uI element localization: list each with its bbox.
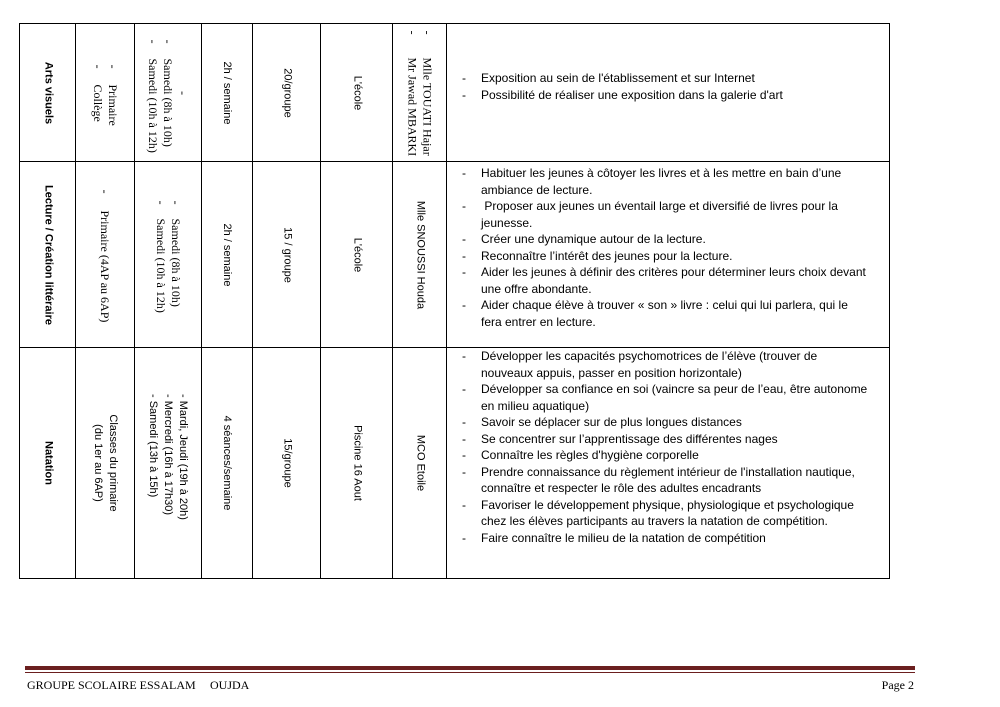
list-marker: - xyxy=(462,166,466,180)
audience-cell xyxy=(75,23,135,162)
list-marker: - xyxy=(462,448,466,462)
group-size-label xyxy=(253,24,320,161)
volume-cell xyxy=(201,161,253,348)
volume-text: 2h / semaine xyxy=(221,61,234,124)
objective-item xyxy=(462,297,869,330)
objective-item xyxy=(462,70,869,87)
activity-label xyxy=(20,24,75,161)
group-size-text: 20/groupe xyxy=(281,67,293,118)
list-marker: - xyxy=(462,265,466,279)
activity-label xyxy=(20,348,75,578)
objective-text: Créer une dynamique autour de la lecture. xyxy=(481,232,706,246)
objective-item xyxy=(462,497,869,530)
group-size-cell xyxy=(252,23,321,162)
activity-name: Arts visuels xyxy=(42,61,54,124)
schedule-item xyxy=(153,200,168,347)
schedule-cell xyxy=(134,23,202,162)
objective-item xyxy=(462,198,869,231)
objective-text: Se concentrer sur l’apprentissage des différentes nages xyxy=(481,431,778,446)
instructor-name: Mlle SNOUSSI Houda xyxy=(414,200,426,309)
footer-school-name: GROUPE SCOLAIRE ESSALAM xyxy=(27,678,196,692)
objective-item xyxy=(462,165,869,198)
objective-text: Habituer les jeunes à côtoyer les livres et à les mettre en bain d’une ambiance de lecture. xyxy=(481,166,845,197)
list-marker: - xyxy=(462,530,466,545)
instructor-item xyxy=(405,30,420,161)
objectives-cell xyxy=(446,23,890,162)
volume-label xyxy=(202,24,252,161)
schedule-item xyxy=(161,24,176,161)
footer-rule xyxy=(25,666,915,673)
place-cell xyxy=(320,23,393,162)
instructor-name: MCO Etoile xyxy=(414,434,426,492)
volume-text: 2h / semaine xyxy=(221,223,234,286)
instructors-list xyxy=(393,348,446,578)
schedule-item xyxy=(168,200,183,347)
schedule-text: Samedi (10h à 12h) xyxy=(146,58,161,153)
objective-text: Aider les jeunes à définir des critères pour déterminer leurs choix devant une offre abondante. xyxy=(481,265,870,296)
schedule-text: - Mardi, Jeudi (19h à 20h) xyxy=(177,394,190,520)
audience-text: Collège xyxy=(91,84,105,122)
schedule-cell xyxy=(134,161,202,348)
volume-label xyxy=(202,348,252,578)
place-text: Piscine 16 Aout xyxy=(351,425,363,501)
audience-list xyxy=(76,162,134,347)
list-marker: - xyxy=(462,497,466,512)
list-marker: - xyxy=(176,90,191,95)
instructors-cell xyxy=(392,161,447,348)
instructors-cell xyxy=(392,347,447,579)
list-marker: - xyxy=(462,87,466,102)
objective-text: Connaître les règles d'hygiène corporelle xyxy=(481,448,699,462)
volume-text: 4 séances/semaine xyxy=(221,415,234,511)
list-marker: - xyxy=(146,39,161,43)
schedule-text: Samedi (8h à 10h) xyxy=(169,218,183,307)
audience-text: (du 1er au 6AP) xyxy=(92,424,104,502)
group-size-label xyxy=(253,348,320,578)
audience-text: Classes du primaire xyxy=(107,414,119,512)
list-marker: - xyxy=(161,39,176,43)
list-marker: - xyxy=(154,200,168,204)
schedule-text: - Samedi (13h à 15h) xyxy=(147,394,160,498)
group-size-label xyxy=(253,162,320,347)
objective-item xyxy=(462,264,869,297)
place-label xyxy=(321,348,392,578)
objective-item xyxy=(462,414,869,431)
list-marker: - xyxy=(462,349,466,363)
instructors-list xyxy=(393,162,446,347)
objectives-list xyxy=(447,348,889,546)
list-marker: - xyxy=(169,200,183,204)
list-marker: - xyxy=(462,199,466,213)
objective-text: Possibilité de réaliser une exposition dans la galerie d'art xyxy=(481,87,783,102)
list-marker: - xyxy=(91,64,105,68)
list-marker: - xyxy=(462,431,466,446)
list-marker: - xyxy=(462,232,466,246)
audience-item xyxy=(90,64,105,161)
place-label xyxy=(321,24,392,161)
objective-text: Savoir se déplacer sur de plus longues distances xyxy=(481,415,742,429)
volume-label xyxy=(202,162,252,347)
group-size-text: 15 / groupe xyxy=(281,226,293,283)
group-size-text: 15/groupe xyxy=(281,438,293,488)
list-marker: - xyxy=(106,64,120,68)
objective-item xyxy=(462,381,869,414)
schedule-cell xyxy=(134,347,202,579)
schedule-list xyxy=(135,24,201,161)
list-marker: - xyxy=(462,382,466,396)
objective-item xyxy=(462,447,869,464)
list-marker: - xyxy=(405,30,420,34)
list-marker: - xyxy=(462,71,466,85)
activity-cell xyxy=(19,161,76,348)
schedule-text: Samedi (8h à 10h) xyxy=(161,58,176,147)
objective-text: Reconnaître l’intérêt des jeunes pour la lecture. xyxy=(481,248,733,263)
list-marker: - xyxy=(98,189,113,193)
instructor-name: Mlle TOUATI Hajar xyxy=(420,57,435,156)
instructors-list xyxy=(393,24,446,161)
objective-text: Prendre connaissance du règlement intérieur de l'installation nautique, connaître et respecter le rôle des adultes encadrants xyxy=(481,464,859,495)
list-marker: - xyxy=(462,464,466,479)
activity-label xyxy=(20,162,75,347)
audience-text: Primaire (4AP au 6AP) xyxy=(98,210,113,322)
place-label xyxy=(321,162,392,347)
objectives-list xyxy=(447,24,889,103)
schedule-text: - Mercredi (16h à 17h30) xyxy=(162,394,175,516)
objective-item xyxy=(462,530,869,547)
activity-name: Natation xyxy=(42,441,54,485)
group-size-cell xyxy=(252,161,321,348)
objective-item xyxy=(462,464,869,497)
list-marker: - xyxy=(420,30,435,34)
objective-text: Aider chaque élève à trouver « son » livre : celui qui lui parlera, qui le fera entrer en lecture. xyxy=(481,298,852,329)
footer-page-number: Page 2 xyxy=(881,678,914,692)
activity-cell xyxy=(19,347,76,579)
objective-text: Favoriser le développement physique, physiologique et psychologique chez les élèves participants au travers la natation de compétition. xyxy=(481,497,858,528)
schedule-list xyxy=(135,348,201,578)
volume-cell xyxy=(201,347,253,579)
audience-cell xyxy=(75,161,135,348)
objective-text: Faire connaître le milieu de la natation de compétition xyxy=(481,530,766,545)
list-marker: - xyxy=(462,298,466,312)
instructor-item xyxy=(420,30,435,161)
volume-cell xyxy=(201,23,253,162)
audience-text: Primaire xyxy=(106,84,120,126)
schedule-list xyxy=(135,162,201,347)
objective-text: Proposer aux jeunes un éventail large et diversifié de livres pour la jeunesse. xyxy=(481,199,842,230)
audience-item xyxy=(98,189,113,347)
objective-text: Exposition au sein de l'établissement et sur Internet xyxy=(481,71,755,85)
activity-cell xyxy=(19,23,76,162)
objective-item xyxy=(462,87,869,104)
list-marker: - xyxy=(462,415,466,429)
place-cell xyxy=(320,347,393,579)
audience-list xyxy=(76,24,134,161)
place-cell xyxy=(320,161,393,348)
objectives-list xyxy=(447,162,889,330)
place-text: L'école xyxy=(351,237,363,272)
objective-text: Développer sa confiance en soi (vaincre sa peur de l’eau, être autonome en milieu aquatique) xyxy=(481,382,871,413)
objectives-cell xyxy=(446,161,890,348)
schedule-item xyxy=(146,24,161,161)
footer-city: OUJDA xyxy=(210,678,250,692)
audience-item xyxy=(105,64,120,161)
group-size-cell xyxy=(252,347,321,579)
objective-item xyxy=(462,248,869,265)
schedule-text: Samedi (10h à 12h) xyxy=(154,218,168,313)
list-marker: - xyxy=(462,248,466,263)
objective-item xyxy=(462,231,869,248)
objective-text: Développer les capacités psychomotrices de l’élève (trouver de nouveaux appuis, passer en position horizontale) xyxy=(481,349,821,380)
audience-list xyxy=(76,348,134,578)
instructors-cell xyxy=(392,23,447,162)
objective-item xyxy=(462,348,869,381)
activity-name: Lecture / Création littéraire xyxy=(42,184,54,325)
instructor-name: Mr Jawad MBARKI xyxy=(405,57,420,156)
place-text: L'école xyxy=(351,75,363,110)
audience-cell xyxy=(75,347,135,579)
objectives-cell xyxy=(446,347,890,579)
objective-item xyxy=(462,431,869,448)
